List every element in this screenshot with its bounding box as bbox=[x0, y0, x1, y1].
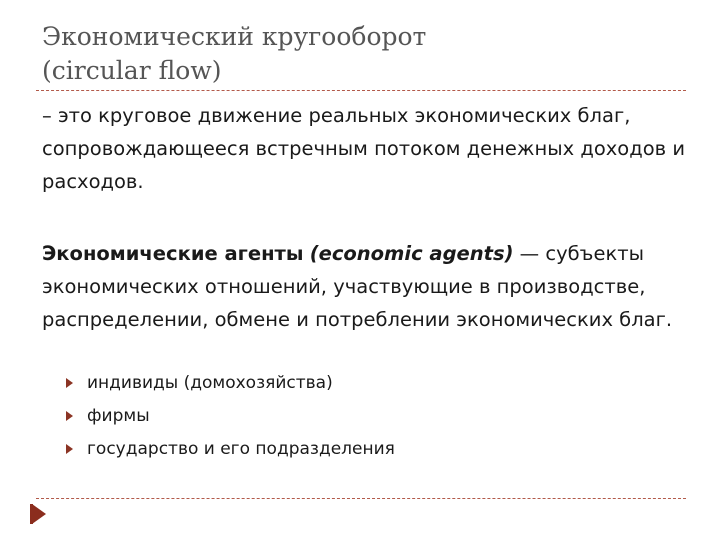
triangle-bullet-icon bbox=[66, 444, 73, 454]
triangle-bullet-icon bbox=[66, 378, 73, 388]
agents-term-en: (economic agents) bbox=[309, 242, 514, 265]
list-item bbox=[66, 367, 395, 400]
title-divider bbox=[36, 90, 686, 91]
agents-description: — субъекты экономических отношений, участвующие в производстве, распределении, обмене и потреблении экономических благ. bbox=[42, 242, 673, 331]
agents-paragraph bbox=[42, 237, 687, 336]
list-item-label: фирмы bbox=[87, 406, 150, 426]
definition-paragraph: – это круговое движение реальных экономических благ, сопровождающееся встречным потоком денежных доходов и расходов. bbox=[42, 104, 686, 193]
play-triangle-icon bbox=[32, 504, 46, 524]
footer-divider bbox=[36, 498, 686, 499]
title-line-1: Экономический кругооборот bbox=[42, 22, 427, 51]
list-item-label: индивиды (домохозяйства) bbox=[87, 373, 333, 393]
triangle-bullet-icon bbox=[66, 411, 73, 421]
slide-title bbox=[42, 20, 682, 88]
list-item bbox=[66, 400, 395, 433]
title-line-2: (circular flow) bbox=[42, 56, 222, 85]
agents-term: Экономические агенты bbox=[42, 242, 304, 265]
list-item-label: государство и его подразделения bbox=[87, 439, 395, 459]
agents-list bbox=[66, 367, 395, 466]
list-item bbox=[66, 433, 395, 466]
